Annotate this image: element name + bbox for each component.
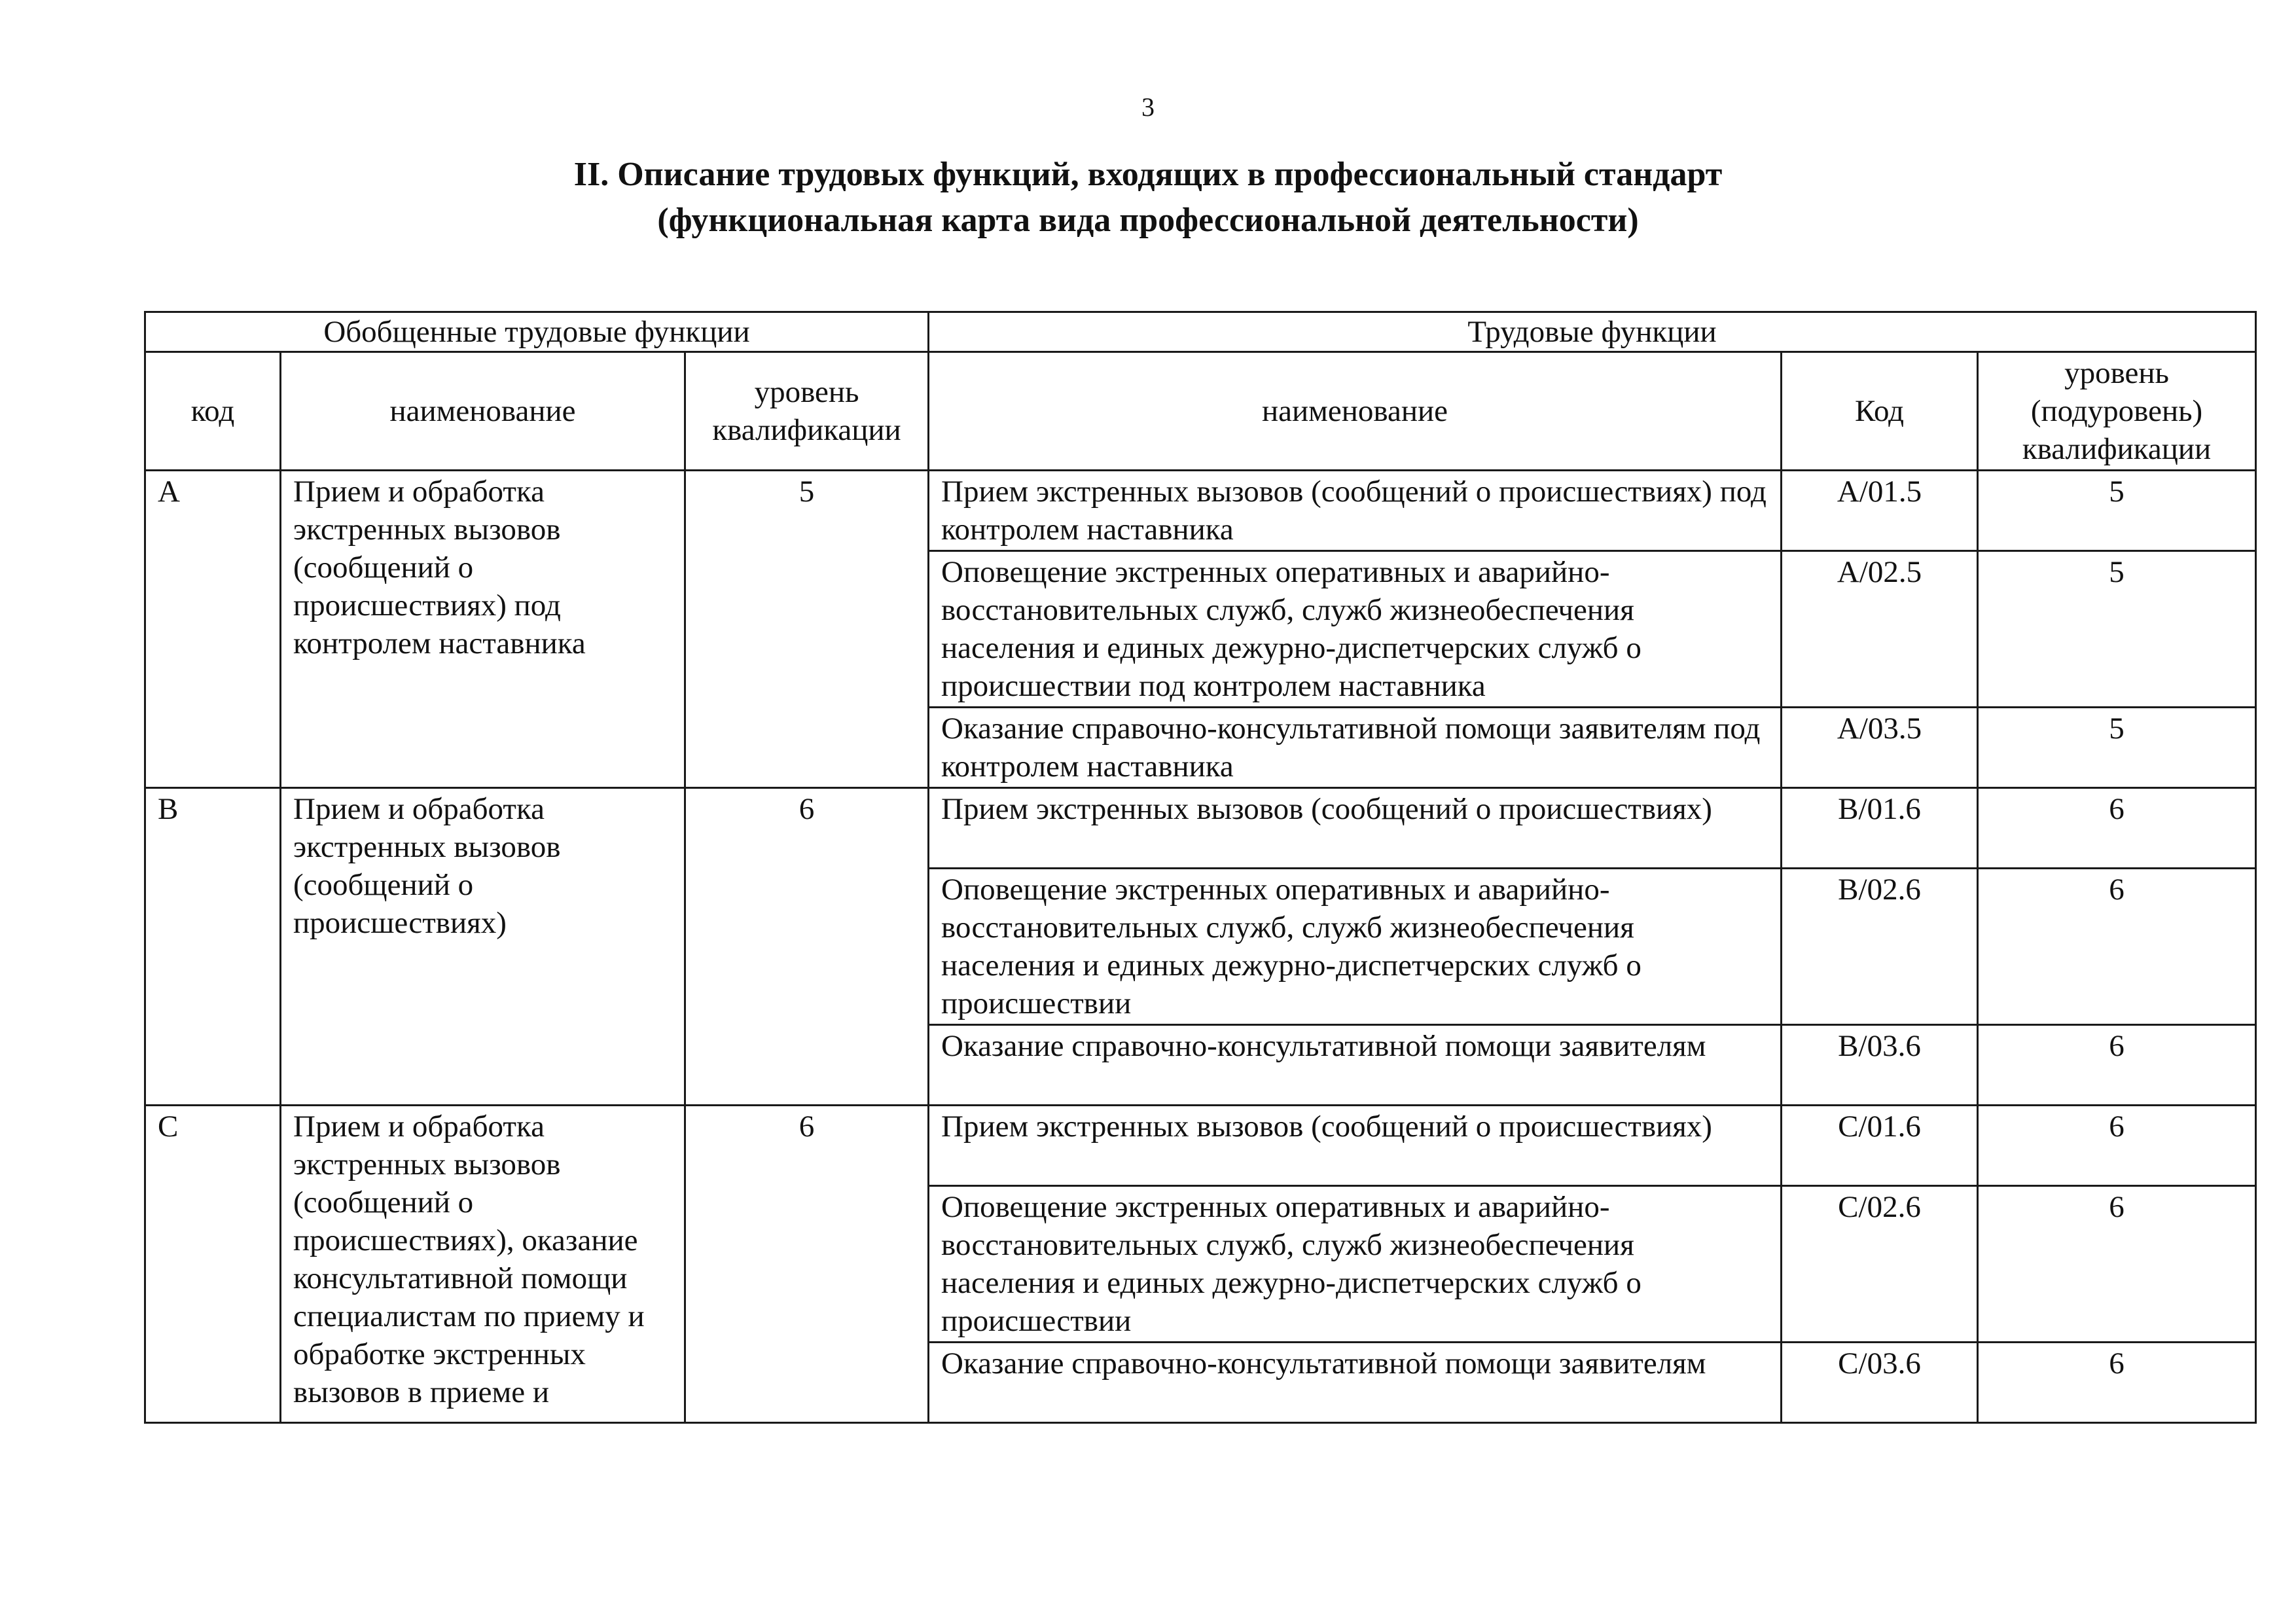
group-name: Прием и обработка экстренных вызовов (сообщений о происшествиях), оказание консультативной помощи специалистам по приему и обработке экстренных вызовов в приеме и [281, 1106, 685, 1423]
group-code: A [145, 471, 281, 788]
function-code: B/03.6 [1782, 1025, 1978, 1106]
col-header-function-level: уровень (подуровень) квалификации [1978, 352, 2256, 471]
function-name: Оповещение экстренных оперативных и аварийно-восстановительных служб, служб жизнеобеспечения населения и единых дежурно-диспетчерских служб о происшествии [929, 1186, 1782, 1343]
function-level: 6 [1978, 788, 2256, 869]
col-header-name: наименование [281, 352, 685, 471]
function-level: 6 [1978, 1186, 2256, 1343]
function-name: Прием экстренных вызовов (сообщений о происшествиях) [929, 788, 1782, 869]
table-row [145, 1106, 2256, 1186]
function-level: 6 [1978, 1343, 2256, 1423]
table-row [145, 788, 2256, 869]
title-line-1: II. Описание трудовых функций, входящих в профессиональный стандарт [573, 156, 1723, 193]
page-number: 3 [1141, 92, 1155, 122]
col-header-level: уровень квалификации [685, 352, 929, 471]
generalized-functions-header: Обобщенные трудовые функции [145, 312, 929, 352]
function-name: Оказание справочно-консультативной помощи заявителям [929, 1025, 1782, 1106]
function-level: 6 [1978, 1106, 2256, 1186]
function-name: Оказание справочно-консультативной помощи заявителям под контролем наставника [929, 708, 1782, 788]
function-code: B/02.6 [1782, 869, 1978, 1025]
group-level: 5 [685, 471, 929, 788]
function-code: C/02.6 [1782, 1186, 1978, 1343]
group-level: 6 [685, 1106, 929, 1423]
group-name: Прием и обработка экстренных вызовов (сообщений о происшествиях) [281, 788, 685, 1106]
function-code: B/01.6 [1782, 788, 1978, 869]
function-level: 5 [1978, 708, 2256, 788]
function-name: Оказание справочно-консультативной помощи заявителям [929, 1343, 1782, 1423]
col-header-code: код [145, 352, 281, 471]
group-code: B [145, 788, 281, 1106]
functional-map-table [144, 311, 2257, 1424]
function-level: 6 [1978, 1025, 2256, 1106]
labor-functions-header: Трудовые функции [929, 312, 2256, 352]
group-header-row [145, 312, 2256, 352]
table-row [145, 471, 2256, 551]
group-name: Прием и обработка экстренных вызовов (сообщений о происшествиях) под контролем наставника [281, 471, 685, 788]
function-code: A/01.5 [1782, 471, 1978, 551]
function-name: Оповещение экстренных оперативных и аварийно-восстановительных служб, служб жизнеобеспечения населения и единых дежурно-диспетчерских служб о происшествии под контролем наставника [929, 551, 1782, 708]
function-level: 5 [1978, 471, 2256, 551]
function-level: 6 [1978, 869, 2256, 1025]
function-code: C/01.6 [1782, 1106, 1978, 1186]
function-code: C/03.6 [1782, 1343, 1978, 1423]
function-name: Прием экстренных вызовов (сообщений о происшествиях) [929, 1106, 1782, 1186]
function-name: Прием экстренных вызовов (сообщений о происшествиях) под контролем наставника [929, 471, 1782, 551]
function-code: A/02.5 [1782, 551, 1978, 708]
column-header-row [145, 352, 2256, 471]
title-line-2: (функциональная карта вида профессиональной деятельности) [657, 202, 1639, 239]
col-header-function-code: Код [1782, 352, 1978, 471]
function-level: 5 [1978, 551, 2256, 708]
group-code: C [145, 1106, 281, 1423]
group-level: 6 [685, 788, 929, 1106]
function-code: A/03.5 [1782, 708, 1978, 788]
page-title [0, 152, 2296, 244]
col-header-function-name: наименование [929, 352, 1782, 471]
function-name: Оповещение экстренных оперативных и аварийно-восстановительных служб, служб жизнеобеспечения населения и единых дежурно-диспетчерских служб о происшествии [929, 869, 1782, 1025]
